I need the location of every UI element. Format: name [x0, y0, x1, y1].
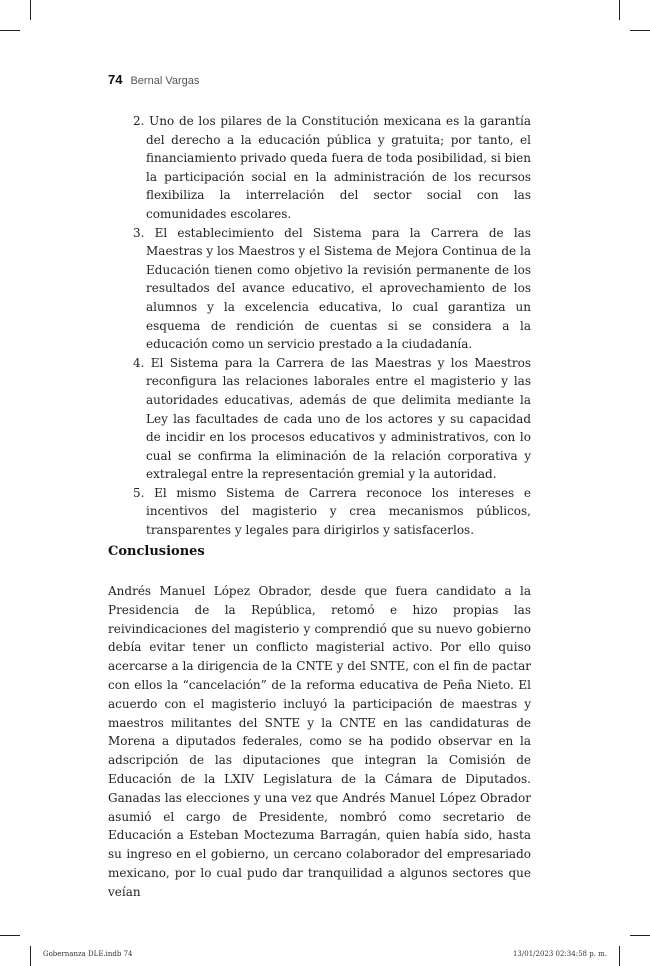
list-item	[108, 354, 531, 484]
crop-mark	[619, 0, 620, 20]
numbered-list	[108, 112, 531, 540]
list-item	[108, 224, 531, 354]
crop-mark	[630, 30, 650, 31]
list-item-text: Uno de los pilares de la Constitución mexicana es la garantía del derecho a la educación pública y gratuita; por tanto, el financiamiento privado queda fuera de toda posibilidad, si bien la participación social en la administración de los recursos flexibiliza la interrelación del sector social con las comunidades escolares.	[146, 114, 531, 221]
list-item-text: El mismo Sistema de Carrera reconoce los intereses e incentivos del magisterio y crea mecanismos públicos, transparentes y legales para dirigirlos y satisfacerlos.	[146, 485, 531, 538]
crop-mark	[30, 0, 31, 20]
page-number: 74	[108, 72, 123, 87]
author-name: Bernal Vargas	[130, 75, 200, 87]
crop-mark	[30, 946, 31, 966]
footer-timestamp: 13/01/2023 02:34:58 p. m.	[512, 950, 607, 958]
crop-mark	[0, 30, 20, 31]
list-item-number: 5.	[133, 485, 145, 500]
body-paragraph: Andrés Manuel López Obrador, desde que fuera candidato a la Presidencia de la República, retomó e hizo propias las reivindicaciones del magisterio y comprendió que su nuevo gobierno debía evitar tener un conflicto magisterial activo. Por ello quiso acercarse a la dirigencia de la CNTE y del SNTE, con el fin de pactar con ellos la “cancelación” de la reforma educativa de Peña Nieto. El acuerdo con el magisterio incluyó la participación de maestras y maestros militantes del SNTE y la CNTE en las candidaturas de Morena a diputados federales, como se ha podido observar en la adscripción de las diputaciones que integran la Comisión de Educación de la LXIV Legislatura de la Cámara de Diputados. Ganadas las elecciones y una vez que Andrés Manuel López Obrador asumió el cargo de Presidente, nombró como secretario de Educación a Esteban Moctezuma Barragán, quien había sido, hasta su ingreso en el gobierno, un cercano colaborador del empresariado mexicano, por lo cual pudo dar tranquilidad a algunos sectores que veían	[108, 584, 531, 899]
crop-mark	[619, 946, 620, 966]
running-head	[108, 72, 199, 87]
list-item-number: 2.	[133, 114, 145, 128]
list-item	[108, 484, 531, 540]
list-item-text: El establecimiento del Sistema para la Carrera de las Maestras y los Maestros y el Sistema de Mejora Continua de la Educación tienen como objetivo la revisión permanente de los resultados del avance educativo, el aprovechamiento de los alumnos y la excelencia educativa, lo cual garantiza un esquema de rendición de cuentas si se considera a la educación como un servicio prestado a la ciudadanía.	[146, 225, 531, 352]
section-heading: Conclusiones	[108, 544, 205, 559]
crop-mark	[630, 935, 650, 936]
list-item	[108, 112, 531, 224]
footer-file: Gobernanza DLE.indb 74	[43, 950, 133, 958]
list-item-number: 3.	[133, 225, 145, 240]
list-item-text: El Sistema para la Carrera de las Maestras y los Maestros reconfigura las relaciones laborales entre el magisterio y las autoridades educativas, además de que delimita mediante la Ley las facultades de cada uno de los actores y su capacidad de incidir en los procesos educativos y administrativos, con lo cual se confirma la eliminación de la relación corporativa y extralegal entre la representación gremial y la autoridad.	[146, 355, 531, 482]
list-item-number: 4.	[133, 355, 145, 370]
crop-mark	[0, 935, 20, 936]
